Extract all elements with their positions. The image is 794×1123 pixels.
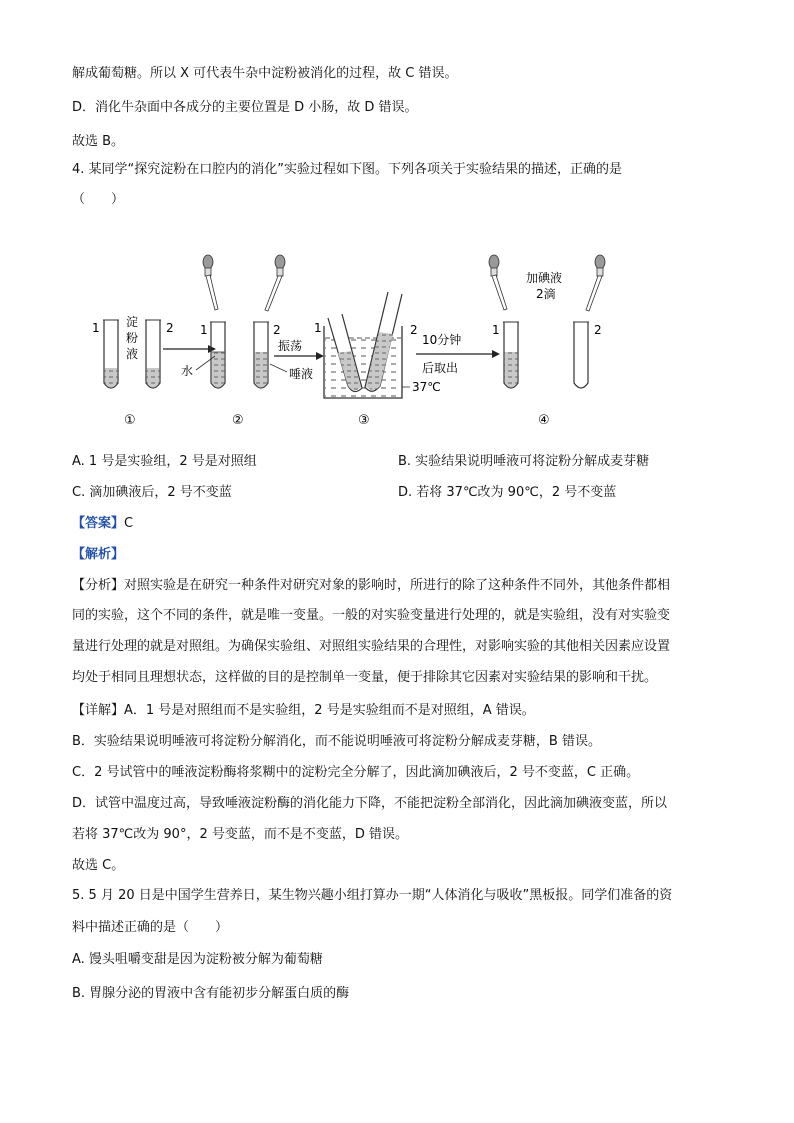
- q4-option-b: B. 实验结果说明唾液可将淀粉分解成麦芽糖: [398, 454, 650, 469]
- step-label-1: ①: [124, 413, 136, 428]
- step2-tube1-label: 1: [200, 323, 208, 337]
- iodine-label-1: 加碘液: [526, 271, 563, 285]
- prev-line-3: 故选 B。: [72, 134, 125, 149]
- q4-option-c: C. 滴加碘液后，2 号不变蓝: [72, 485, 232, 500]
- step1-tube1-label: 1: [92, 321, 100, 335]
- answer-value: C: [124, 516, 134, 531]
- water-label: 水: [181, 364, 194, 378]
- q4-stem-line-1: 4. 某同学“探究淀粉在口腔内的消化”实验过程如下图。下列各项关于实验结果的描述，正确的是: [72, 162, 623, 177]
- shake-label: 振荡: [278, 339, 303, 353]
- xiangjie-line-b: B．实验结果说明唾液可将淀粉分解消化，而不能说明唾液可将淀粉分解成麦芽糖，B 错误。: [72, 734, 601, 749]
- xiangjie-line-a: [72, 701, 535, 721]
- prev-line-2: D．消化牛杂面中各成分的主要位置是 D 小肠，故 D 错误。: [72, 100, 418, 115]
- analysis-line: [72, 545, 124, 565]
- starch-label-3: 液: [126, 347, 139, 361]
- xiangjie-a: A．1 号是对照组而不是实验组，2 号是实验组而不是对照组，A 错误。: [124, 703, 535, 718]
- answer-tag: 【答案】: [72, 516, 125, 531]
- starch-label-2: 粉: [126, 331, 139, 345]
- wait-label: 10分钟: [422, 333, 462, 347]
- step3-tube1-label: 1: [314, 321, 322, 335]
- dropper-icon: [265, 255, 285, 311]
- fenxi-line-4: 均处于相同且理想状态，这样做的目的是控制单一变量，便于排除其它因素对实验结果的影响和干扰。: [72, 670, 658, 685]
- temperature-label: 37℃: [412, 380, 441, 394]
- analysis-tag: 【解析】: [72, 547, 125, 562]
- step1-tube2-label: 2: [166, 321, 174, 335]
- xiangjie-line-d2: 若将 37℃改为 90°，2 号变蓝，而不是不变蓝，D 错误。: [72, 827, 408, 842]
- water-bath: [324, 292, 402, 398]
- xiangjie-line-c: C．2 号试管中的唾液淀粉酶将浆糊中的淀粉完全分解了，因此滴加碘液后，2 号不变蓝，C 正确。: [72, 765, 640, 780]
- step4-tube2-label: 2: [594, 323, 602, 337]
- dropper-icon: [489, 255, 507, 310]
- iodine-label-2: 2滴: [536, 287, 556, 301]
- step-label-4: ④: [538, 413, 550, 428]
- fenxi-tag: 【分析】: [72, 578, 125, 593]
- fenxi-line-1: [72, 576, 670, 596]
- experiment-figure: [80, 248, 640, 438]
- q4-stem-line-2: （ ）: [72, 192, 125, 207]
- xiangjie-tag: 【详解】: [72, 703, 125, 718]
- step2-tubes: [203, 255, 285, 388]
- dropper-icon: [586, 255, 605, 311]
- step-label-3: ③: [358, 413, 370, 428]
- q4-final: 故选 C。: [72, 858, 125, 873]
- fenxi-line-3: 量进行处理的就是对照组。为确保实验组、对照组实验结果的合理性，对影响实验的其他相关因素应设置: [72, 639, 671, 654]
- starch-label-1: 淀: [126, 315, 139, 329]
- fenxi-line-2: 同的实验，这个不同的条件，就是唯一变量。一般的对实验变量进行处理的，就是实验组，没有对实验变: [72, 608, 671, 623]
- answer-line: [72, 514, 133, 534]
- q5-stem-line-1: 5. 5 月 20 日是中国学生营养日，某生物兴趣小组打算办一期“人体消化与吸收”黑板报。同学们准备的资: [72, 888, 673, 903]
- step3-tube2-label: 2: [410, 323, 418, 337]
- q5-option-b: B. 胃腺分泌的胃液中含有能初步分解蛋白质的酶: [72, 986, 350, 1001]
- step4-tube1-label: 1: [492, 323, 500, 337]
- saliva-label: 唾液: [289, 367, 314, 381]
- prev-line-1: 解成葡萄糖。所以 X 可代表牛杂中淀粉被消化的过程，故 C 错误。: [72, 66, 458, 81]
- q5-option-a: A. 馒头咀嚼变甜是因为淀粉被分解为葡萄糖: [72, 952, 323, 967]
- q5-stem-line-2: 料中描述正确的是（ ）: [72, 920, 229, 935]
- step-label-2: ②: [232, 413, 244, 428]
- takeout-label: 后取出: [422, 361, 459, 375]
- dropper-icon: [203, 255, 218, 310]
- step2-tube2-label: 2: [273, 323, 281, 337]
- fenxi-text-1: 对照实验是在研究一种条件对研究对象的影响时，所进行的除了这种条件不同外，其他条件都相: [124, 578, 671, 593]
- q4-option-d: D. 若将 37℃改为 90℃，2 号不变蓝: [398, 485, 617, 500]
- q4-option-a: A. 1 号是实验组，2 号是对照组: [72, 454, 257, 469]
- xiangjie-line-d1: D．试管中温度过高，导致唾液淀粉酶的消化能力下降，不能把淀粉全部消化，因此滴加碘液变蓝，所以: [72, 796, 668, 811]
